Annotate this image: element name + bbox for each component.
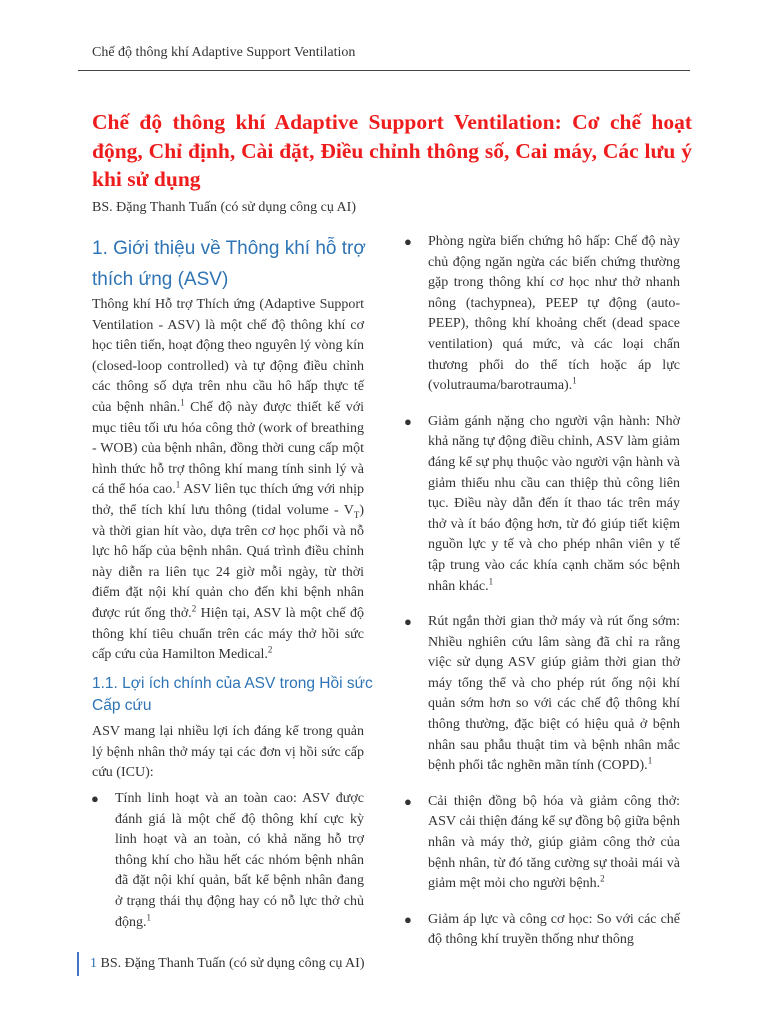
- intro-text-1: Thông khí Hỗ trợ Thích ứng (Adaptive Support Ventilation - ASV) là một chế độ thông khí cơ học tiên tiến, hoạt động theo nguyên lý vòng kín (closed-loop controlled) và tự động điều chỉnh các thông số dựa trên nhu cầu hô hấp thực tế của bệnh nhân.: [92, 297, 364, 415]
- list-item: [404, 910, 680, 951]
- list-item: [404, 612, 680, 777]
- benefits-list-right: [404, 232, 680, 966]
- list-item: [404, 792, 680, 895]
- bullet-icon: ●: [91, 791, 99, 806]
- bullet-icon: ●: [404, 234, 412, 249]
- list-item-text: Giảm gánh nặng cho người vận hành: Nhờ khả năng tự động điều chỉnh, ASV làm giảm đáng kể sự phụ thuộc vào người vận hành và giảm thiểu nhu cầu can thiệp thủ công liên tục. Điều này dẫn đến ít thao tác trên máy thở và ít báo động hơn, từ đó giúp tiết kiệm nguồn lực y tế và cho phép nhân viên y tế tập trung vào các khía cạnh chăm sóc bệnh nhân khác.: [428, 413, 680, 594]
- list-item-text: Cải thiện đồng bộ hóa và giảm công thở: ASV cải thiện đáng kể sự đồng bộ giữa bệnh nhân và máy thở, giúp giảm công thở của bệnh nhân, từ đó tăng cường sự thoải mái và giảm mệt mỏi cho người bệnh.: [428, 793, 680, 892]
- citation-ref: 1: [572, 375, 577, 386]
- list-item: [404, 412, 680, 597]
- citation-ref: 1: [146, 911, 151, 922]
- document-title: Chế độ thông khí Adaptive Support Ventilation: Cơ chế hoạt động, Chỉ định, Cài đặt, Điều chỉnh thông số, Cai máy, Các lưu ý khi sử dụng: [92, 110, 692, 191]
- list-item: [91, 789, 364, 933]
- bullet-icon: ●: [404, 793, 412, 809]
- intro-text-4: ) và thời gian hít vào, dựa trên cơ học phổi và nỗ lực hô hấp của bệnh nhân. Quá trình điều chỉnh này diễn ra liên tục 24 giờ mỗi ngày, từ thời điểm đặt nội khí quản cho đến khi bệnh nhân được rút ống thở.: [92, 502, 364, 621]
- bullet-icon: ●: [404, 614, 412, 630]
- citation-ref: 2: [191, 603, 197, 614]
- list-item-text: Tính linh hoạt và an toàn cao: ASV được đánh giá là một chế độ thông khí cực kỳ linh hoạt và an toàn, có khả năng hỗ trợ thông khí cho hầu hết các nhóm bệnh nhân đã đặt nội khí quản, bất kể bệnh nhân đang ở trạng thái thụ động hay có nỗ lực thở chủ động.: [115, 791, 364, 930]
- header-divider: [78, 70, 690, 71]
- citation-ref: 1: [647, 755, 653, 766]
- intro-paragraph: [92, 295, 364, 666]
- list-item-text: Rút ngắn thời gian thở máy và rút ống sớm: Nhiều nghiên cứu lâm sàng đã chỉ ra rằng việc sử dụng ASV giúp giảm thời gian thở máy tổng thể và cho phép rút ống nội khí quản sớm hơn so với các chế độ thông khí thông thường, đặc biệt có hiệu quả ở bệnh nhân sau phẫu thuật tim và bệnh nhân mắc bệnh phổi tắc nghẽn mãn tính (COPD).: [428, 614, 680, 774]
- citation-ref: 1: [180, 397, 185, 408]
- section-heading-1-1: 1.1. Lợi ích chính của ASV trong Hồi sức Cấp cứu: [92, 675, 373, 714]
- running-header: Chế độ thông khí Adaptive Support Ventilation: [92, 45, 356, 60]
- benefits-intro-paragraph: ASV mang lại nhiều lợi ích đáng kể trong quản lý bệnh nhân thở máy tại các đơn vị hồi sức cấp cứu (ICU):: [92, 724, 364, 781]
- intro-text-3: ASV liên tục thích ứng với nhịp thở, thể tích khí lưu thông (tidal volume - V: [92, 482, 364, 518]
- footer-accent-bar: [77, 952, 79, 976]
- citation-ref: 1: [488, 575, 494, 586]
- list-item-text: Giảm áp lực và công cơ học: So với các chế độ thông khí truyền thống như thông: [428, 911, 680, 948]
- citation-ref: 2: [600, 873, 605, 884]
- page-number: 1: [90, 956, 97, 971]
- bullet-icon: ●: [404, 911, 412, 927]
- intro-text-5: Hiện tại, ASV là một chế độ thông khí tiêu chuẩn trên các máy thở hồi sức cấp cứu của Hamilton Medical.: [92, 605, 364, 663]
- footer-text: BS. Đặng Thanh Tuấn (có sử dụng công cụ AI): [97, 956, 365, 971]
- intro-text-2: Chế độ này được thiết kế với mục tiêu tối ưu hóa công thở (work of breathing - WOB) của bệnh nhân, đồng thời cung cấp một hình thức hỗ trợ thông khí mang tính sinh lý và cá thể hóa cao.: [92, 399, 364, 498]
- page-footer: [90, 956, 364, 972]
- list-item-text: Phòng ngừa biến chứng hô hấp: Chế độ này chủ động ngăn ngừa các biến chứng thường gặp trong thông khí cơ học như thở nhanh nông (tachypnea), PEEP tự động (auto-PEEP), thông khí khoảng chết (dead space ventilation) quá mức, và các loại chấn thương phổi do thể tích hoặc áp lực (volutrauma/barotrauma).: [428, 234, 680, 394]
- benefits-list-left: [91, 789, 364, 933]
- section-heading-1: 1. Giới thiệu về Thông khí hỗ trợ thích ứng (ASV): [92, 238, 366, 290]
- bullet-icon: ●: [404, 413, 412, 429]
- author-line: BS. Đặng Thanh Tuấn (có sử dụng công cụ AI): [92, 200, 356, 215]
- citation-ref: 1: [175, 479, 181, 490]
- citation-ref: 2: [267, 644, 273, 655]
- vt-subscript: T: [353, 509, 360, 520]
- list-item: [404, 232, 680, 397]
